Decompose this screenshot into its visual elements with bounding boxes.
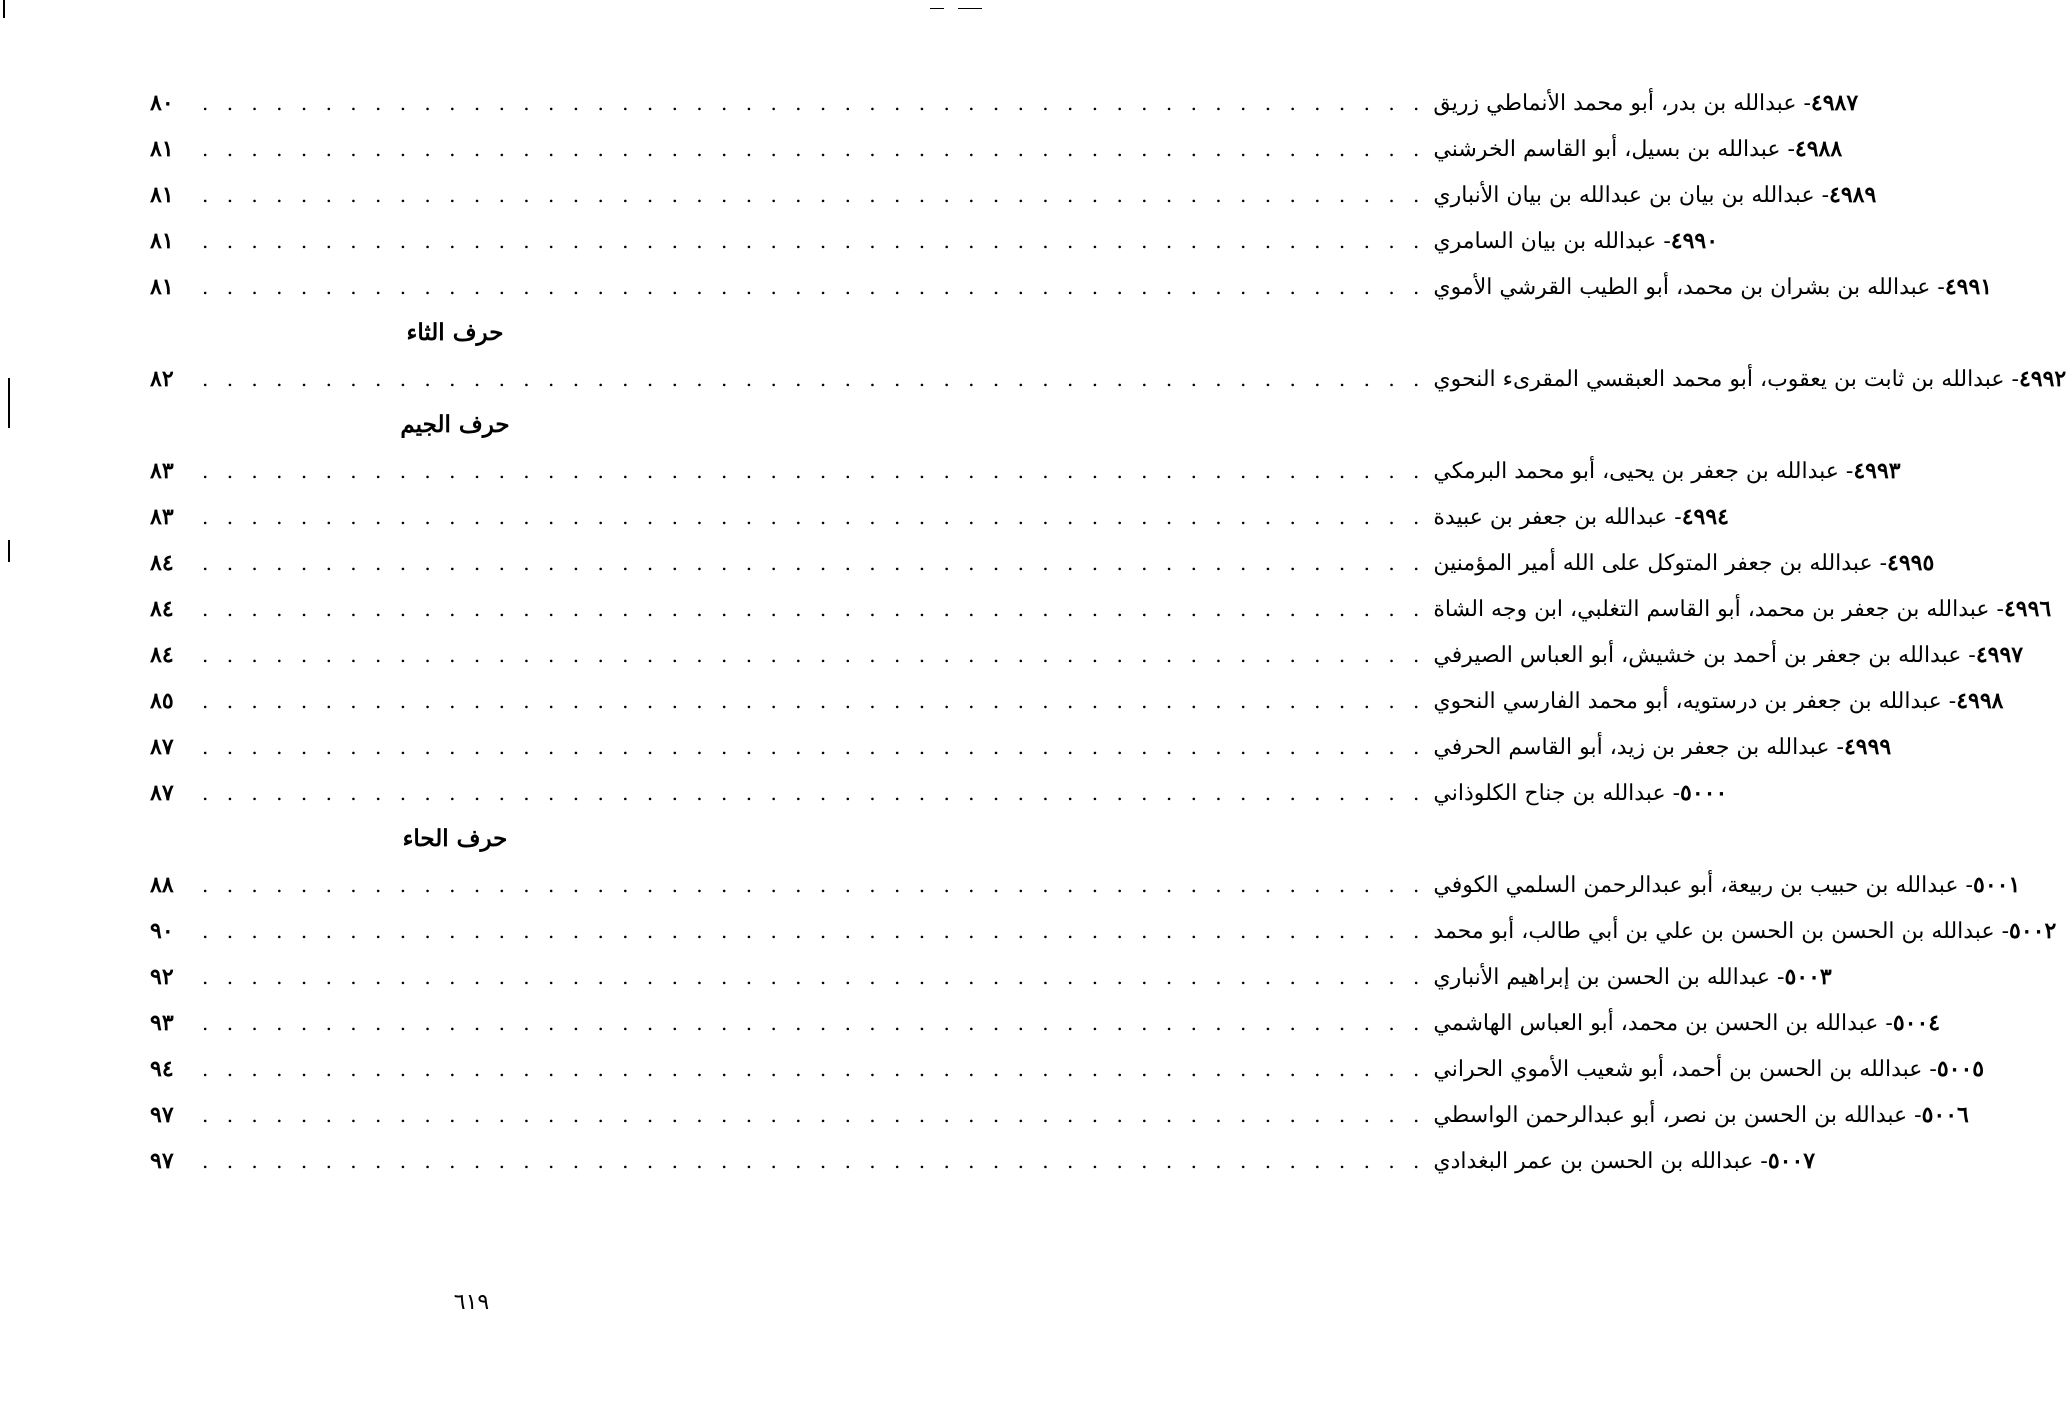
entry-page-number: ٩٤ <box>150 1056 174 1082</box>
entry-title <box>1433 366 2066 392</box>
entry-text: عبدالله بن حبيب بن ربيعة، أبو عبدالرحمن السلمي الكوفي <box>1433 873 1959 898</box>
entry-title <box>1433 550 1934 576</box>
dot-leader: . . . . . . . . . . . . . . . . . . . . . . . . . . . . . . . . . . . . . . . . . . . . . . . . . . <box>202 735 1426 759</box>
entry-text: عبدالله بن الحسن بن الحسن بن علي بن أبي طالب، أبو محمد <box>1433 919 1995 944</box>
entry-number: ٥٠٠١ <box>1973 872 2021 898</box>
toc-entry[interactable] <box>150 448 1901 494</box>
section-heading: حرف الجيم <box>400 411 510 438</box>
dot-leader: . . . . . . . . . . . . . . . . . . . . . . . . . . . . . . . . . . . . . . . . . . . . . . . . . . <box>202 597 1426 621</box>
entry-text: عبدالله بن بيان السامري <box>1433 229 1657 254</box>
toc-entry[interactable] <box>150 1138 1816 1184</box>
entry-dash: - <box>1922 1057 1937 1082</box>
entry-number: ٤٩٨٨ <box>1794 136 1843 162</box>
dot-leader: . . . . . . . . . . . . . . . . . . . . . . . . . . . . . . . . . . . . . . . . . . . . . . . . . . <box>202 1011 1426 1035</box>
entry-number: ٤٩٩٨ <box>1956 688 2004 714</box>
toc-entry[interactable] <box>150 172 1877 218</box>
entry-page-number: ٨٤ <box>150 596 174 622</box>
toc-entry[interactable] <box>150 1000 1941 1046</box>
entry-text: عبدالله بن جناح الكلوذاني <box>1433 781 1666 806</box>
entry-title <box>1433 734 1891 760</box>
entry-text: عبدالله بن جعفر بن أحمد بن خشيش، أبو العباس الصيرفي <box>1433 643 1962 668</box>
toc-entry[interactable] <box>150 540 1935 586</box>
entry-number: ٤٩٩٠ <box>1670 228 1719 254</box>
entry-page-number: ٨٧ <box>150 780 174 806</box>
dot-leader: . . . . . . . . . . . . . . . . . . . . . . . . . . . . . . . . . . . . . . . . . . . . . . . . . . <box>202 689 1426 713</box>
entry-title <box>1433 964 1831 990</box>
entry-title <box>1433 504 1729 530</box>
toc-entry[interactable] <box>150 724 1892 770</box>
toc-entry[interactable] <box>150 356 2066 402</box>
entry-page-number: ٨١ <box>150 182 174 208</box>
entry-title <box>1433 918 2056 944</box>
entry-text: عبدالله بن الحسن بن عمر البغدادي <box>1433 1149 1754 1174</box>
entry-number: ٤٩٩١ <box>1944 274 1993 300</box>
entry-dash: - <box>1961 643 1976 668</box>
entry-text: عبدالله بن جعفر بن زيد، أبو القاسم الحرفي <box>1433 735 1830 760</box>
toc-entry[interactable] <box>150 1046 1985 1092</box>
entry-dash: - <box>1656 229 1671 254</box>
entry-dash: - <box>1838 459 1854 484</box>
entry-page-number: ٨١ <box>150 228 174 254</box>
dot-leader: . . . . . . . . . . . . . . . . . . . . . . . . . . . . . . . . . . . . . . . . . . . . . . . . . . <box>202 919 1426 943</box>
entry-title <box>1433 90 1858 116</box>
toc-entry[interactable] <box>150 586 2052 632</box>
entry-number: ٥٠٠٢ <box>2009 918 2057 944</box>
entry-title <box>1433 780 1727 806</box>
entry-text: عبدالله بن جعفر بن يحيى، أبو محمد البرمكي <box>1433 459 1839 484</box>
entry-dash: - <box>1814 183 1830 208</box>
entry-text: عبدالله بن الحسن بن محمد، أبو العباس الهاشمي <box>1433 1011 1879 1036</box>
entry-page-number: ٨٨ <box>150 872 174 898</box>
entry-number: ٥٠٠٣ <box>1784 964 1832 990</box>
entry-number: ٤٩٩٥ <box>1887 550 1935 576</box>
dot-leader: . . . . . . . . . . . . . . . . . . . . . . . . . . . . . . . . . . . . . . . . . . . . . . . . . . <box>202 505 1426 529</box>
scan-edge-mark <box>8 378 10 428</box>
entry-text: عبدالله بن جعفر بن محمد، أبو القاسم التغلبي، ابن وجه الشاة <box>1433 597 1990 622</box>
entry-text: عبدالله بن جعفر بن درستويه، أبو محمد الفارسي النحوي <box>1433 689 1942 714</box>
entry-dash: - <box>1958 873 1973 898</box>
dot-leader: . . . . . . . . . . . . . . . . . . . . . . . . . . . . . . . . . . . . . . . . . . . . . . . . . . <box>202 183 1426 207</box>
dot-leader: . . . . . . . . . . . . . . . . . . . . . . . . . . . . . . . . . . . . . . . . . . . . . . . . . . <box>202 551 1426 575</box>
entry-dash: - <box>1930 275 1945 300</box>
toc-entry[interactable] <box>150 862 2021 908</box>
dot-leader: . . . . . . . . . . . . . . . . . . . . . . . . . . . . . . . . . . . . . . . . . . . . . . . . . . <box>202 643 1426 667</box>
entry-title <box>1433 228 1718 254</box>
entry-page-number: ٨٥ <box>150 688 174 714</box>
entry-dash: - <box>1907 1103 1922 1128</box>
entry-number: ٤٩٩٤ <box>1681 504 1729 530</box>
entry-text: عبدالله بن الحسن بن أحمد، أبو شعيب الأموي الحراني <box>1433 1057 1923 1082</box>
dot-leader: . . . . . . . . . . . . . . . . . . . . . . . . . . . . . . . . . . . . . . . . . . . . . . . . . . <box>202 229 1426 253</box>
toc-entry[interactable] <box>150 126 1843 172</box>
entry-title <box>1433 872 2020 898</box>
entry-page-number: ٨١ <box>150 136 174 162</box>
entry-dash: - <box>1780 137 1795 162</box>
entry-number: ٥٠٠٠ <box>1680 780 1728 806</box>
entry-page-number: ٨٤ <box>150 642 174 668</box>
toc-entry[interactable] <box>150 494 1729 540</box>
entry-title <box>1433 1102 1968 1128</box>
entry-dash: - <box>1989 597 2004 622</box>
entry-number: ٤٩٨٩ <box>1829 182 1877 208</box>
entry-page-number: ٩٧ <box>150 1148 174 1174</box>
dot-leader: . . . . . . . . . . . . . . . . . . . . . . . . . . . . . . . . . . . . . . . . . . . . . . . . . . <box>202 1057 1426 1081</box>
entry-page-number: ٨٣ <box>150 504 174 530</box>
toc-entry[interactable] <box>150 264 1993 310</box>
entry-title <box>1433 1056 1984 1082</box>
entry-title <box>1433 688 2003 714</box>
entry-title <box>1433 1148 1815 1174</box>
entry-page-number: ٨٧ <box>150 734 174 760</box>
page-number: ٦١٩ <box>453 1290 490 1315</box>
entry-title <box>1433 182 1876 208</box>
entry-text: عبدالله بن جعفر بن عبيدة <box>1433 505 1668 530</box>
entry-number: ٤٩٩٩ <box>1843 734 1892 760</box>
entry-title <box>1433 136 1842 162</box>
dot-leader: . . . . . . . . . . . . . . . . . . . . . . . . . . . . . . . . . . . . . . . . . . . . . . . . . . <box>202 1149 1426 1173</box>
entry-number: ٤٩٨٧ <box>1810 90 1859 116</box>
toc-entry[interactable] <box>150 1092 1969 1138</box>
entry-number: ٥٠٠٧ <box>1767 1148 1816 1174</box>
entry-dash: - <box>1665 781 1681 806</box>
entry-page-number: ٨٠ <box>150 90 174 116</box>
dot-leader: . . . . . . . . . . . . . . . . . . . . . . . . . . . . . . . . . . . . . . . . . . . . . . . . . . <box>202 965 1426 989</box>
toc-entry[interactable] <box>150 632 2024 678</box>
table-of-contents <box>150 80 2066 1184</box>
entry-number: ٥٠٠٤ <box>1892 1010 1941 1036</box>
entry-number: ٤٩٩٢ <box>2018 366 2066 392</box>
toc-entry[interactable] <box>150 954 1832 1000</box>
entry-dash: - <box>1878 1011 1893 1036</box>
dot-leader: . . . . . . . . . . . . . . . . . . . . . . . . . . . . . . . . . . . . . . . . . . . . . . . . . . <box>202 873 1426 897</box>
scan-edge-mark <box>930 8 944 9</box>
dot-leader: . . . . . . . . . . . . . . . . . . . . . . . . . . . . . . . . . . . . . . . . . . . . . . . . . . <box>202 367 1426 391</box>
entry-page-number: ٨٢ <box>150 366 174 392</box>
entry-number: ٤٩٩٦ <box>2003 596 2052 622</box>
dot-leader: . . . . . . . . . . . . . . . . . . . . . . . . . . . . . . . . . . . . . . . . . . . . . . . . . . <box>202 1103 1426 1127</box>
entry-dash: - <box>1753 1149 1768 1174</box>
dot-leader: . . . . . . . . . . . . . . . . . . . . . . . . . . . . . . . . . . . . . . . . . . . . . . . . . . <box>202 91 1426 115</box>
entry-title <box>1433 596 2051 622</box>
scan-edge-mark <box>958 8 982 9</box>
entry-title <box>1433 642 2023 668</box>
entry-page-number: ٩٢ <box>150 964 174 990</box>
entry-number: ٥٠٠٥ <box>1936 1056 1985 1082</box>
entry-text: عبدالله بن الحسن بن نصر، أبو عبدالرحمن الواسطي <box>1433 1103 1908 1128</box>
toc-entry[interactable] <box>150 678 2004 724</box>
dot-leader: . . . . . . . . . . . . . . . . . . . . . . . . . . . . . . . . . . . . . . . . . . . . . . . . . . <box>202 459 1426 483</box>
section-heading: حرف الثاء <box>406 319 504 346</box>
entry-page-number: ٨٤ <box>150 550 174 576</box>
dot-leader: . . . . . . . . . . . . . . . . . . . . . . . . . . . . . . . . . . . . . . . . . . . . . . . . . . <box>202 137 1426 161</box>
entry-page-number: ٩٧ <box>150 1102 174 1128</box>
entry-page-number: ٩٣ <box>150 1010 174 1036</box>
entry-dash: - <box>1796 91 1811 116</box>
toc-entry[interactable] <box>150 80 1859 126</box>
toc-entry[interactable] <box>150 770 1728 816</box>
entry-page-number: ٩٠ <box>150 918 174 944</box>
entry-dash: - <box>2004 367 2019 392</box>
dot-leader: . . . . . . . . . . . . . . . . . . . . . . . . . . . . . . . . . . . . . . . . . . . . . . . . . . <box>202 275 1426 299</box>
entry-dash: - <box>1994 919 2010 944</box>
toc-entry[interactable] <box>150 218 1719 264</box>
entry-text: عبدالله بن بسيل، أبو القاسم الخرشني <box>1433 137 1781 162</box>
entry-number: ٤٩٩٧ <box>1975 642 2024 668</box>
entry-dash: - <box>1829 735 1844 760</box>
entry-title <box>1433 1010 1940 1036</box>
entry-dash: - <box>1872 551 1888 576</box>
scan-edge-mark <box>8 540 10 562</box>
section-heading: حرف الحاء <box>402 825 508 852</box>
entry-text: عبدالله بن بشران بن محمد، أبو الطيب القرشي الأموي <box>1433 275 1931 300</box>
entry-number: ٤٩٩٣ <box>1853 458 1901 484</box>
entry-page-number: ٨٣ <box>150 458 174 484</box>
entry-title <box>1433 274 1992 300</box>
entry-text: عبدالله بن بيان بن عبدالله بن بيان الأنباري <box>1433 183 1815 208</box>
entry-number: ٥٠٠٦ <box>1921 1102 1969 1128</box>
entry-dash: - <box>1667 505 1682 530</box>
entry-dash: - <box>1941 689 1957 714</box>
entry-dash: - <box>1770 965 1785 990</box>
entry-text: عبدالله بن بدر، أبو محمد الأنماطي زريق <box>1433 91 1797 116</box>
entry-text: عبدالله بن جعفر المتوكل على الله أمير المؤمنين <box>1433 551 1873 576</box>
dot-leader: . . . . . . . . . . . . . . . . . . . . . . . . . . . . . . . . . . . . . . . . . . . . . . . . . . <box>202 781 1426 805</box>
entry-text: عبدالله بن الحسن بن إبراهيم الأنباري <box>1433 965 1771 990</box>
entry-text: عبدالله بن ثابت بن يعقوب، أبو محمد العبقسي المقرىء النحوي <box>1433 367 2005 392</box>
entry-title <box>1433 458 1900 484</box>
scan-edge-mark <box>3 0 5 18</box>
toc-entry[interactable] <box>150 908 2057 954</box>
entry-page-number: ٨١ <box>150 274 174 300</box>
